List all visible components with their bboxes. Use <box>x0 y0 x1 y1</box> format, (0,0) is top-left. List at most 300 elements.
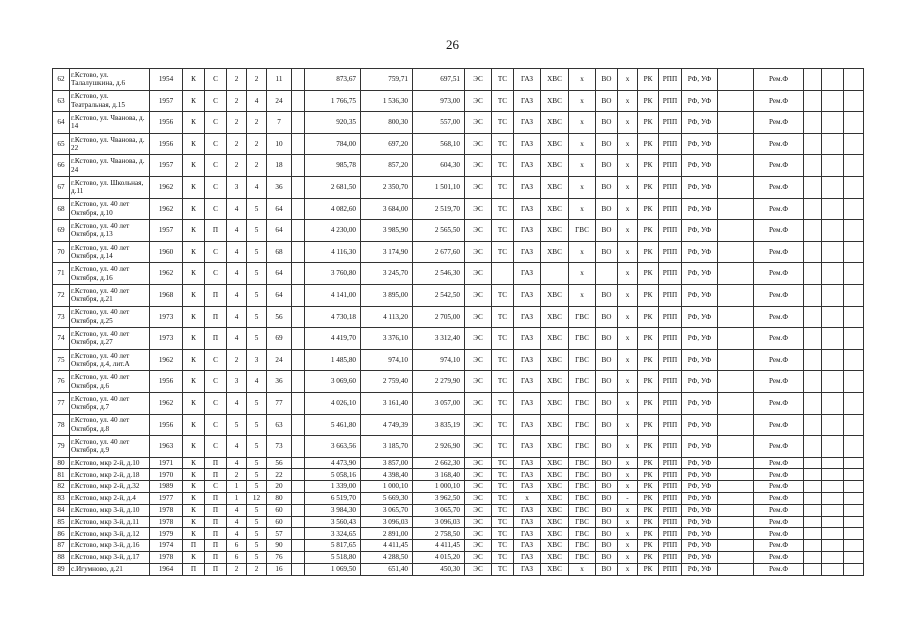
table-cell: ВО <box>596 198 618 220</box>
table-cell: К <box>183 241 205 263</box>
table-cell: РФ, УФ <box>682 371 718 393</box>
table-cell: ТС <box>492 436 514 458</box>
table-cell <box>822 493 844 505</box>
table-cell: ТС <box>492 284 514 306</box>
table-cell: х <box>618 516 638 528</box>
table-cell: 4 473,90 <box>305 457 361 469</box>
table-cell <box>844 198 864 220</box>
row-number-cell: 68 <box>53 198 70 220</box>
table-cell <box>844 371 864 393</box>
table-cell: 4 <box>227 198 247 220</box>
table-cell: К <box>183 284 205 306</box>
address-cell: г.Кстово, мкр 3-й, д.16 <box>70 540 150 552</box>
table-cell: ВО <box>596 540 618 552</box>
table-cell: ХВС <box>541 133 569 155</box>
table-cell: РПП <box>659 220 682 242</box>
table-cell <box>844 414 864 436</box>
table-cell <box>844 69 864 91</box>
table-cell: РК <box>638 493 659 505</box>
table-cell: ГВС <box>569 528 596 540</box>
table-cell: ВО <box>596 328 618 350</box>
table-cell <box>822 241 844 263</box>
table-cell: х <box>618 436 638 458</box>
table-cell: Рем.Ф <box>754 528 804 540</box>
table-cell: х <box>618 328 638 350</box>
table-cell <box>718 371 754 393</box>
table-cell: ЭС <box>465 176 492 198</box>
table-cell: П <box>205 528 227 540</box>
table-cell: 1979 <box>150 528 183 540</box>
table-cell <box>822 198 844 220</box>
table-cell: ЭС <box>465 133 492 155</box>
table-cell: РК <box>638 263 659 285</box>
table-cell <box>718 528 754 540</box>
table-cell: 12 <box>247 493 267 505</box>
table-cell: РПП <box>659 198 682 220</box>
table-cell: х <box>618 90 638 112</box>
table-cell: ГВС <box>569 306 596 328</box>
table-cell: РПП <box>659 263 682 285</box>
table-cell <box>844 90 864 112</box>
table-cell: РФ, УФ <box>682 155 718 177</box>
table-cell: 2 <box>227 112 247 134</box>
table-cell: 22 <box>267 469 292 481</box>
table-cell: 2 <box>247 563 267 575</box>
table-cell: 2 <box>227 469 247 481</box>
table-cell: ТС <box>492 133 514 155</box>
table-cell: ТС <box>492 328 514 350</box>
address-cell: г.Кстово, ул. 40 лет Октября, д.25 <box>70 306 150 328</box>
table-cell: ВО <box>596 563 618 575</box>
table-cell: - <box>618 493 638 505</box>
address-cell: г.Кстово, ул. 40 лет Октября, д.27 <box>70 328 150 350</box>
table-cell: 5 461,80 <box>305 414 361 436</box>
table-cell <box>844 112 864 134</box>
table-cell: 4 015,20 <box>413 552 465 564</box>
table-cell: х <box>618 306 638 328</box>
table-cell: ЭС <box>465 469 492 481</box>
table-cell <box>718 176 754 198</box>
table-cell: 1 000,10 <box>413 481 465 493</box>
table-cell: ГАЗ <box>514 563 541 575</box>
row-number-cell: 62 <box>53 69 70 91</box>
address-cell: г.Кстово, ул. 40 лет Октября, д.4, лит.А <box>70 349 150 371</box>
table-cell: К <box>183 198 205 220</box>
table-cell: 57 <box>267 528 292 540</box>
table-cell: ВО <box>596 176 618 198</box>
table-cell: 651,40 <box>361 563 413 575</box>
address-cell: г.Кстово, мкр 3-й, д.17 <box>70 552 150 564</box>
row-number-cell: 77 <box>53 392 70 414</box>
table-cell: К <box>183 493 205 505</box>
table-row <box>53 504 864 516</box>
table-cell: ГАЗ <box>514 528 541 540</box>
table-cell: ЭС <box>465 220 492 242</box>
table-cell: ГВС <box>569 469 596 481</box>
table-cell: 3 760,80 <box>305 263 361 285</box>
table-cell <box>844 540 864 552</box>
table-cell: х <box>618 220 638 242</box>
table-cell: РК <box>638 481 659 493</box>
table-cell: ГАЗ <box>514 241 541 263</box>
table-cell <box>804 371 822 393</box>
table-cell: Рем.Ф <box>754 69 804 91</box>
table-cell: 4 141,00 <box>305 284 361 306</box>
table-cell: ГВС <box>569 328 596 350</box>
table-cell <box>804 176 822 198</box>
housing-register-table <box>52 68 864 576</box>
table-cell: 2 542,50 <box>413 284 465 306</box>
table-cell: С <box>205 481 227 493</box>
address-cell: г.Кстово, ул. 40 лет Октября, д.13 <box>70 220 150 242</box>
table-cell: 3 684,00 <box>361 198 413 220</box>
table-cell: 4 <box>247 176 267 198</box>
table-cell: ЭС <box>465 69 492 91</box>
table-cell: РК <box>638 540 659 552</box>
table-cell <box>292 436 305 458</box>
table-cell: 10 <box>267 133 292 155</box>
table-cell: РПП <box>659 481 682 493</box>
table-cell: 557,00 <box>413 112 465 134</box>
table-cell: 974,10 <box>413 349 465 371</box>
table-cell: 2 758,50 <box>413 528 465 540</box>
row-number-cell: 71 <box>53 263 70 285</box>
table-cell: ХВС <box>541 69 569 91</box>
table-cell: 2 <box>227 133 247 155</box>
table-cell: РФ, УФ <box>682 69 718 91</box>
table-cell: ВО <box>596 349 618 371</box>
row-number-cell: 65 <box>53 133 70 155</box>
table-cell: 1971 <box>150 457 183 469</box>
table-cell: 4 <box>227 392 247 414</box>
table-cell: РФ, УФ <box>682 328 718 350</box>
table-cell <box>822 504 844 516</box>
table-cell <box>844 528 864 540</box>
table-cell: 80 <box>267 493 292 505</box>
table-cell: х <box>618 392 638 414</box>
table-cell: ХВС <box>541 528 569 540</box>
table-row <box>53 349 864 371</box>
table-cell: ТС <box>492 540 514 552</box>
table-cell <box>822 528 844 540</box>
table-row <box>53 198 864 220</box>
table-cell: РПП <box>659 90 682 112</box>
table-cell: 2 <box>227 563 247 575</box>
row-number-cell: 73 <box>53 306 70 328</box>
table-cell: ГАЗ <box>514 392 541 414</box>
table-cell: РК <box>638 220 659 242</box>
row-number-cell: 74 <box>53 328 70 350</box>
table-cell: х <box>569 176 596 198</box>
table-cell: РПП <box>659 563 682 575</box>
table-cell <box>804 69 822 91</box>
table-cell <box>804 306 822 328</box>
table-cell: К <box>183 349 205 371</box>
address-cell: с.Игумново, д.21 <box>70 563 150 575</box>
table-cell: 1 069,50 <box>305 563 361 575</box>
table-cell: С <box>205 176 227 198</box>
table-cell <box>844 133 864 155</box>
table-cell <box>804 493 822 505</box>
table-cell: 3 065,70 <box>413 504 465 516</box>
table-cell <box>718 392 754 414</box>
table-cell: РПП <box>659 457 682 469</box>
table-cell: 2 350,70 <box>361 176 413 198</box>
table-cell <box>804 552 822 564</box>
table-cell: х <box>618 481 638 493</box>
table-cell: 4 398,40 <box>361 469 413 481</box>
table-cell: 5 <box>247 552 267 564</box>
table-cell: РК <box>638 176 659 198</box>
table-cell: 4 411,45 <box>361 540 413 552</box>
table-cell: РФ, УФ <box>682 263 718 285</box>
table-cell: К <box>183 176 205 198</box>
table-cell: РФ, УФ <box>682 528 718 540</box>
row-number-cell: 83 <box>53 493 70 505</box>
table-row <box>53 306 864 328</box>
table-cell <box>844 263 864 285</box>
table-cell <box>822 263 844 285</box>
table-cell: ТС <box>492 112 514 134</box>
address-cell: г.Кстово, мкр 2-й, д.18 <box>70 469 150 481</box>
row-number-cell: 86 <box>53 528 70 540</box>
table-cell <box>822 436 844 458</box>
table-cell: 4 <box>227 328 247 350</box>
table-cell: 5 058,16 <box>305 469 361 481</box>
table-cell <box>822 112 844 134</box>
table-cell: 920,35 <box>305 112 361 134</box>
table-cell: 7 <box>267 112 292 134</box>
table-cell: К <box>183 436 205 458</box>
table-cell: П <box>205 516 227 528</box>
table-cell: х <box>618 263 638 285</box>
table-cell: Рем.Ф <box>754 263 804 285</box>
table-cell: ХВС <box>541 284 569 306</box>
table-cell: РПП <box>659 69 682 91</box>
table-cell: ТС <box>492 176 514 198</box>
table-cell: ЭС <box>465 414 492 436</box>
table-cell: ЭС <box>465 112 492 134</box>
table-cell <box>718 414 754 436</box>
table-cell: 1 536,30 <box>361 90 413 112</box>
table-cell: ХВС <box>541 371 569 393</box>
table-cell: Рем.Ф <box>754 155 804 177</box>
table-cell <box>718 469 754 481</box>
table-cell <box>822 90 844 112</box>
table-cell: ХВС <box>541 457 569 469</box>
table-cell: 68 <box>267 241 292 263</box>
row-number-cell: 79 <box>53 436 70 458</box>
table-cell: ГВС <box>569 220 596 242</box>
table-cell: ТС <box>492 481 514 493</box>
address-cell: г.Кстово, ул. Школьная, д.11 <box>70 176 150 198</box>
table-cell: ГВС <box>569 414 596 436</box>
row-number-cell: 64 <box>53 112 70 134</box>
table-cell: 4 230,00 <box>305 220 361 242</box>
table-cell <box>292 414 305 436</box>
table-cell: 4 <box>227 220 247 242</box>
table-cell: 5 <box>247 392 267 414</box>
table-cell: х <box>569 133 596 155</box>
table-cell: ГАЗ <box>514 457 541 469</box>
table-cell: К <box>183 371 205 393</box>
table-cell: С <box>205 371 227 393</box>
table-cell: 11 <box>267 69 292 91</box>
table-cell: ВО <box>596 371 618 393</box>
table-cell <box>292 493 305 505</box>
table-cell: РК <box>638 349 659 371</box>
table-cell: 3 096,03 <box>361 516 413 528</box>
table-cell: 5 518,80 <box>305 552 361 564</box>
table-cell: х <box>569 241 596 263</box>
table-cell <box>822 155 844 177</box>
table-row <box>53 493 864 505</box>
table-cell: ХВС <box>541 90 569 112</box>
table-cell: ВО <box>596 552 618 564</box>
table-cell: Рем.Ф <box>754 241 804 263</box>
table-cell: С <box>205 241 227 263</box>
table-cell <box>718 457 754 469</box>
table-cell <box>292 328 305 350</box>
table-cell: РПП <box>659 392 682 414</box>
table-cell: ГАЗ <box>514 112 541 134</box>
table-cell: 450,30 <box>413 563 465 575</box>
table-cell <box>292 371 305 393</box>
table-cell: РК <box>638 528 659 540</box>
table-cell <box>844 220 864 242</box>
table-cell: х <box>618 469 638 481</box>
table-cell: ГАЗ <box>514 552 541 564</box>
table-cell <box>718 349 754 371</box>
table-cell: 4 <box>227 306 247 328</box>
table-cell: ГВС <box>569 392 596 414</box>
table-cell: РПП <box>659 241 682 263</box>
table-cell: РК <box>638 457 659 469</box>
table-row <box>53 552 864 564</box>
row-number-cell: 67 <box>53 176 70 198</box>
table-cell: ТС <box>492 469 514 481</box>
table-cell: ТС <box>492 69 514 91</box>
table-cell: РФ, УФ <box>682 241 718 263</box>
table-cell: ХВС <box>541 516 569 528</box>
row-number-cell: 72 <box>53 284 70 306</box>
table-cell <box>804 349 822 371</box>
table-cell: 4 730,18 <box>305 306 361 328</box>
table-cell: 3 <box>247 349 267 371</box>
table-cell: РПП <box>659 528 682 540</box>
table-cell <box>804 220 822 242</box>
address-cell: г.Кстово, ул. 40 лет Октября, д.21 <box>70 284 150 306</box>
table-cell: ТС <box>492 457 514 469</box>
table-cell: ГАЗ <box>514 540 541 552</box>
table-cell <box>844 504 864 516</box>
table-cell: 36 <box>267 371 292 393</box>
table-cell: ГАЗ <box>514 69 541 91</box>
table-row <box>53 469 864 481</box>
table-cell: 24 <box>267 349 292 371</box>
table-cell: 1970 <box>150 469 183 481</box>
table-cell: ХВС <box>541 349 569 371</box>
table-cell: 4 <box>227 528 247 540</box>
table-cell: К <box>183 481 205 493</box>
table-cell: 604,30 <box>413 155 465 177</box>
table-cell: ТС <box>492 349 514 371</box>
table-row <box>53 112 864 134</box>
table-cell: 2 <box>227 349 247 371</box>
table-cell: ЭС <box>465 481 492 493</box>
table-cell: РК <box>638 516 659 528</box>
table-cell: Рем.Ф <box>754 371 804 393</box>
table-cell: 3 185,70 <box>361 436 413 458</box>
table-cell: Рем.Ф <box>754 198 804 220</box>
table-cell: 64 <box>267 198 292 220</box>
table-cell: К <box>183 457 205 469</box>
table-cell: 5 <box>247 263 267 285</box>
table-cell <box>804 263 822 285</box>
table-cell: 3 376,10 <box>361 328 413 350</box>
table-cell <box>844 392 864 414</box>
table-cell <box>844 457 864 469</box>
table-cell: ХВС <box>541 540 569 552</box>
table-cell: РПП <box>659 176 682 198</box>
table-cell: РФ, УФ <box>682 481 718 493</box>
table-row <box>53 69 864 91</box>
table-cell: РФ, УФ <box>682 552 718 564</box>
table-cell <box>292 516 305 528</box>
table-cell: ГВС <box>569 493 596 505</box>
table-cell: Рем.Ф <box>754 328 804 350</box>
table-cell: 5 <box>247 414 267 436</box>
table-cell: ВО <box>596 414 618 436</box>
row-number-cell: 70 <box>53 241 70 263</box>
table-cell: 2 926,90 <box>413 436 465 458</box>
table-cell: 985,78 <box>305 155 361 177</box>
table-cell: РК <box>638 133 659 155</box>
table-cell: К <box>183 112 205 134</box>
table-cell <box>292 176 305 198</box>
table-cell: ХВС <box>541 552 569 564</box>
table-cell <box>804 469 822 481</box>
table-cell: х <box>569 198 596 220</box>
table-cell: х <box>618 112 638 134</box>
table-cell: 3 560,43 <box>305 516 361 528</box>
table-cell <box>292 155 305 177</box>
table-cell: ХВС <box>541 220 569 242</box>
table-cell: х <box>514 493 541 505</box>
table-cell: ВО <box>596 90 618 112</box>
table-cell: ТС <box>492 198 514 220</box>
table-cell <box>822 563 844 575</box>
row-number-cell: 82 <box>53 481 70 493</box>
table-cell: 973,00 <box>413 90 465 112</box>
table-cell: С <box>205 90 227 112</box>
table-cell <box>844 493 864 505</box>
table-row <box>53 457 864 469</box>
table-cell: РФ, УФ <box>682 504 718 516</box>
table-cell: Рем.Ф <box>754 504 804 516</box>
table-cell: РФ, УФ <box>682 563 718 575</box>
table-cell <box>804 198 822 220</box>
row-number-cell: 78 <box>53 414 70 436</box>
table-cell: К <box>183 392 205 414</box>
row-number-cell: 66 <box>53 155 70 177</box>
table-cell <box>804 540 822 552</box>
address-cell: г.Кстово, мкр 2-й, д.32 <box>70 481 150 493</box>
table-cell: 974,10 <box>361 349 413 371</box>
table-cell: 2 <box>247 69 267 91</box>
table-cell <box>822 414 844 436</box>
table-cell: 5 <box>247 469 267 481</box>
